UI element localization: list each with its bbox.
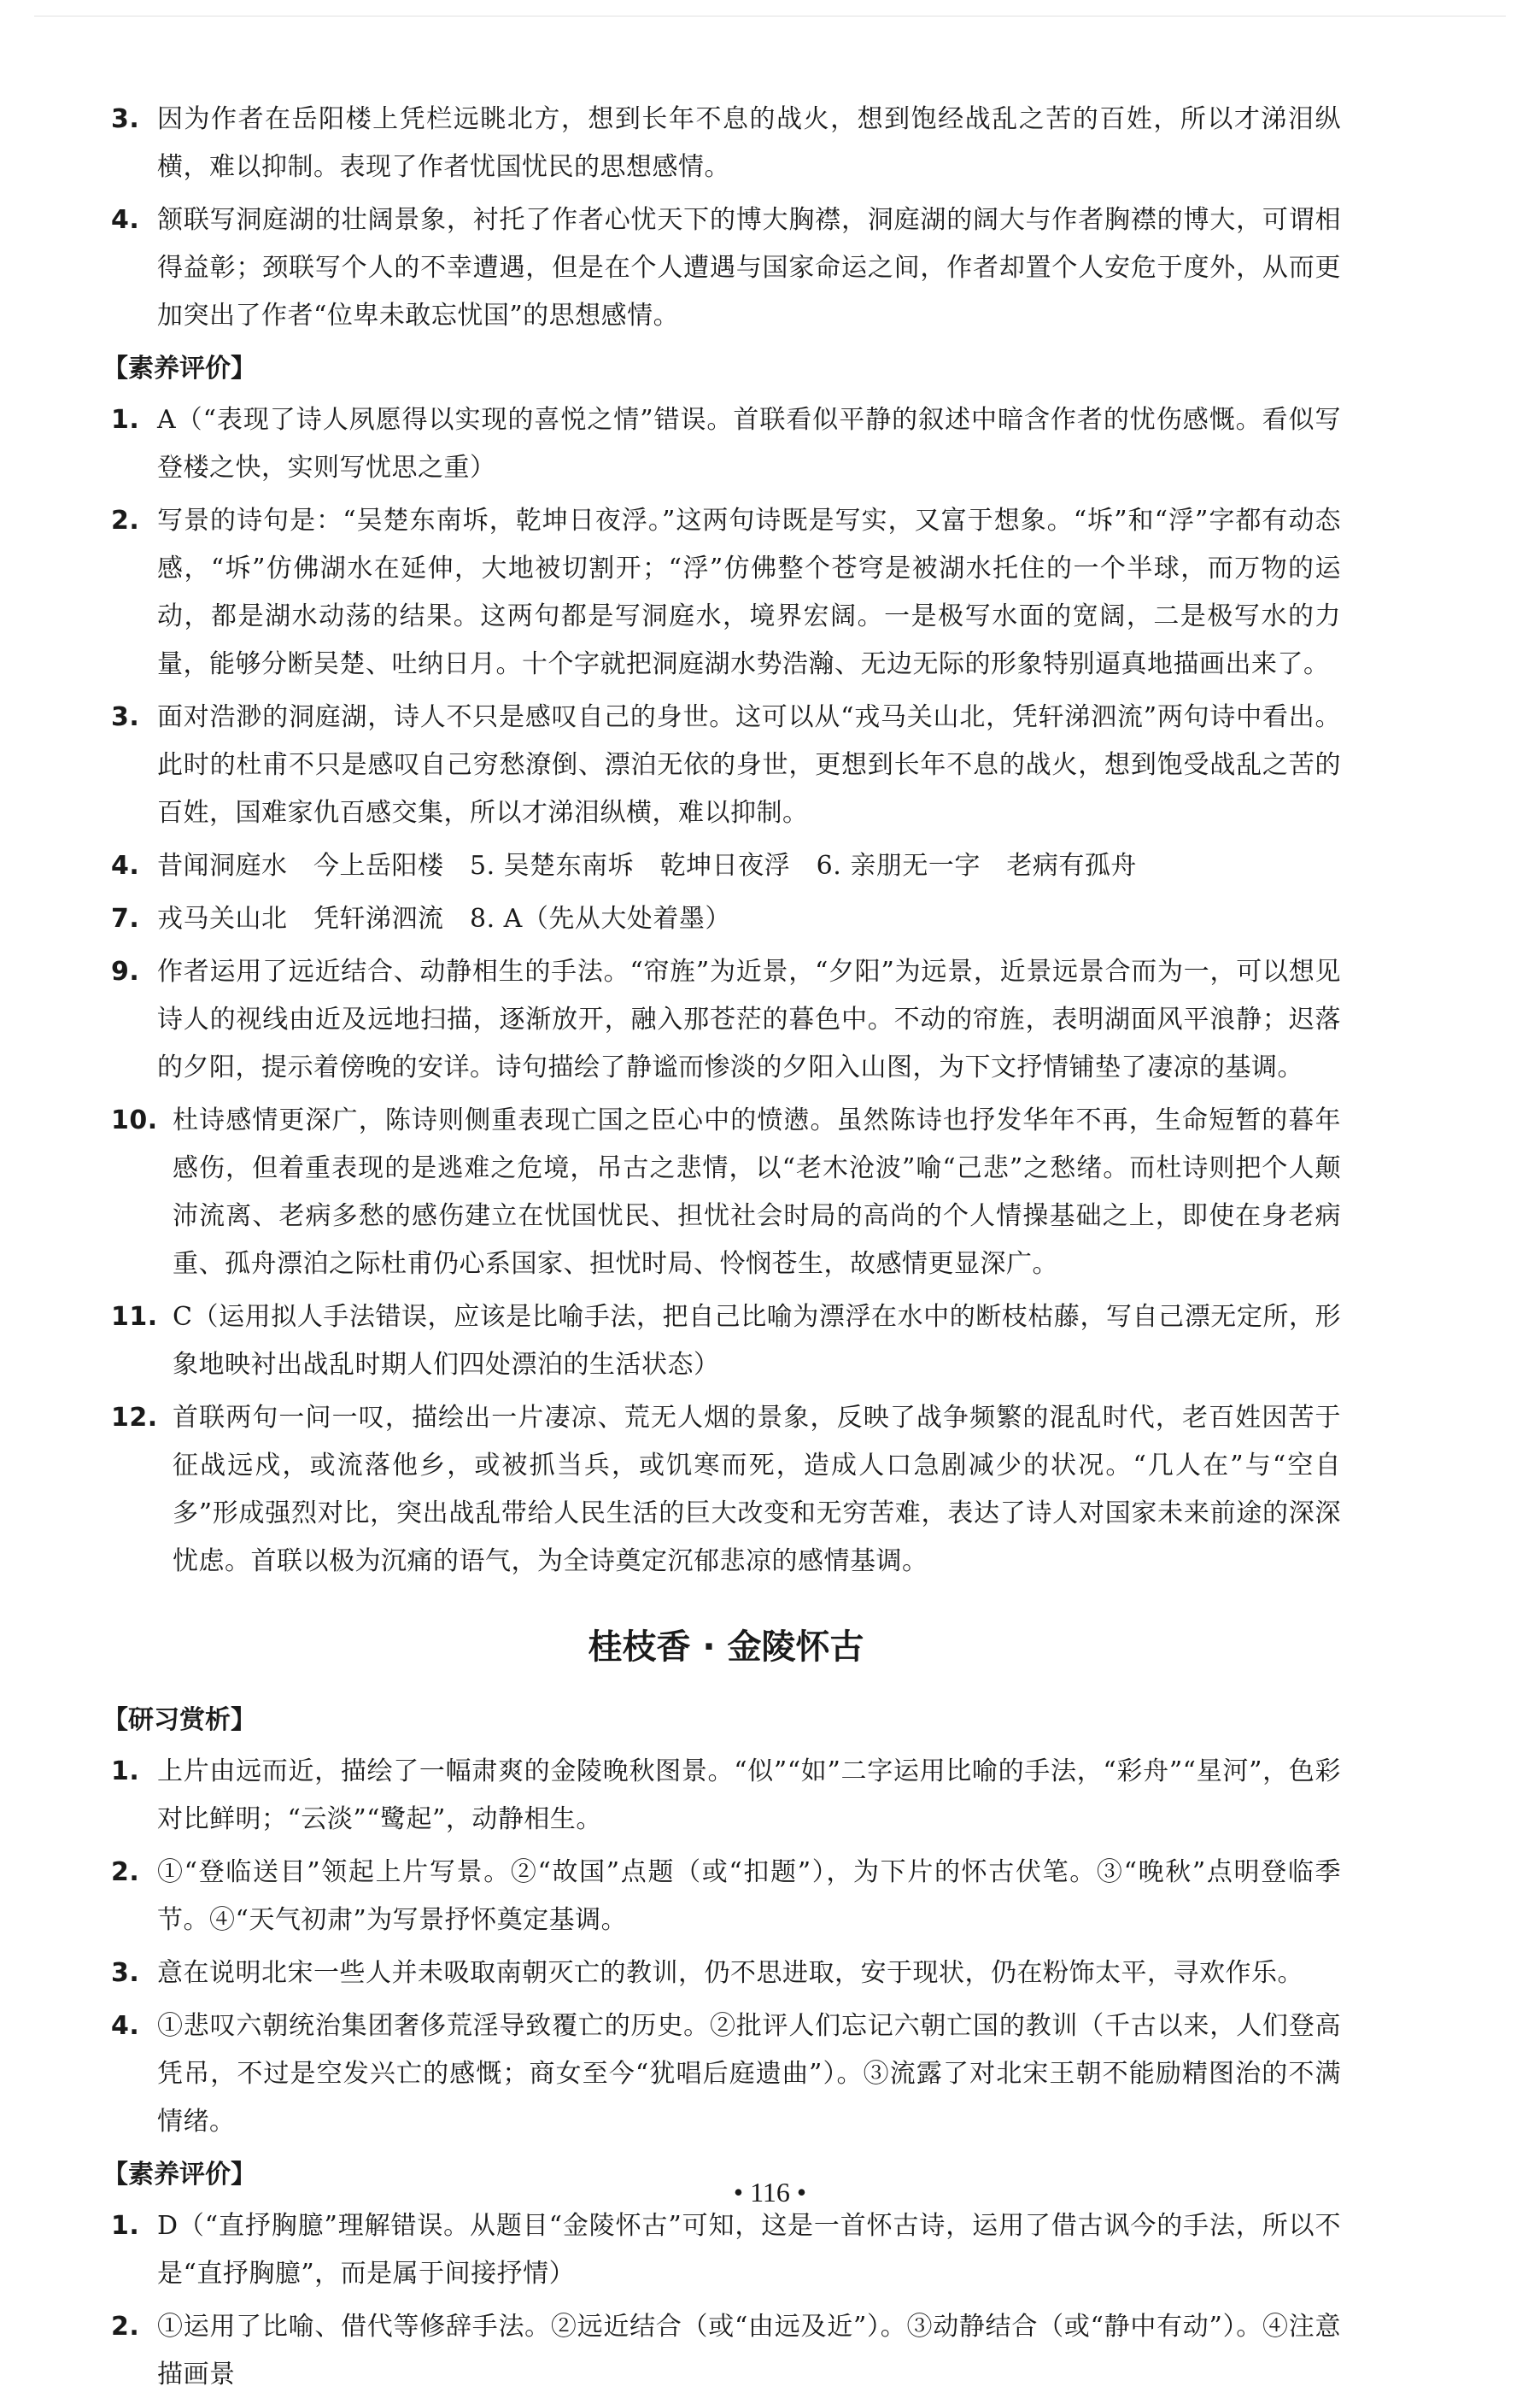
item-number: 1. (111, 2211, 140, 2241)
item-number: 10. (111, 1105, 158, 1135)
answer-item (111, 1748, 1341, 1844)
item-number: 7. (111, 904, 140, 934)
item-text: 写景的诗句是：“吴楚东南坼，乾坤日夜浮。”这两句诗既是写实，又富于想象。“坼”和“浮”字都有动态感，“坼”仿佛湖水在延伸，大地被切割开；“浮”仿佛整个苍穹是被湖水托住的一个半球，而万物的运动，都是湖水动荡的结果。这两句都是写洞庭水，境界宏阔。一是极写水面的宽阔，二是极写水的力量，能够分断吴楚、吐纳日月。十个字就把洞庭湖水势浩瀚、无边无际的形象特别逼真地描画出来了。 (157, 506, 1341, 679)
section-heading: 【研习赏析】 (102, 1705, 256, 1735)
answer-item (111, 1293, 1341, 1389)
item-number: 3. (111, 104, 140, 134)
item-number: 4. (111, 851, 140, 881)
item-number: 1. (111, 405, 140, 435)
answer-item (111, 1097, 1341, 1288)
item-text: 意在说明北宋一些人并未吸取南朝灭亡的教训，仍不思进取，安于现状，仍在粉饰太平，寻欢作乐。 (157, 1958, 1303, 1988)
item-number: 2. (111, 506, 140, 536)
item-text: C（运用拟人手法错误，应该是比喻手法，把自己比喻为漂浮在水中的断枝枯藤，写自己漂无定所，形象地映衬出战乱时期人们四处漂泊的生活状态） (173, 1302, 1341, 1380)
item-number: 11. (111, 1302, 158, 1332)
answer-item (111, 2202, 1341, 2298)
answer-item (111, 1394, 1341, 1586)
answer-item (111, 497, 1341, 689)
item-text: 昔闻洞庭水 今上岳阳楼 5. 吴楚东南坼 乾坤日夜浮 6. 亲朋无一字 老病有孤舟 (157, 851, 1137, 881)
answer-item (111, 1849, 1341, 1944)
item-text: 戎马关山北 凭轩涕泗流 8. A（先从大处着墨） (157, 904, 731, 934)
item-text: 面对浩渺的洞庭湖，诗人不只是感叹自己的身世。这可以从“戎马关山北，凭轩涕泗流”两句诗中看出。此时的杜甫不只是感叹自己穷愁潦倒、漂泊无依的身世，更想到长年不息的战火，想到饱受战乱之苦的百姓，国难家仇百感交集，所以才涕泪纵横，难以抑制。 (157, 702, 1341, 828)
answer-item (111, 1950, 1341, 1997)
item-text: 首联两句一问一叹，描绘出一片凄凉、荒无人烟的景象，反映了战争频繁的混乱时代，老百姓因苦于征战远戍，或流落他乡，或被抓当兵，或饥寒而死，造成人口急剧减少的状况。“几人在”与“空自多”形成强烈对比，突出战乱带给人民生活的巨大改变和无穷苦难，表达了诗人对国家未来前途的深深忧虑。首联以极为沉痛的语气，为全诗奠定沉郁悲凉的感情基调。 (173, 1403, 1341, 1576)
answer-item (111, 2002, 1341, 2146)
answer-item (111, 396, 1341, 492)
item-text: ①运用了比喻、借代等修辞手法。②远近结合（或“由远及近”）。③动静结合（或“静中有动”）。④注意描画景 (157, 2312, 1341, 2389)
item-number: 2. (111, 1857, 140, 1887)
item-text: ①悲叹六朝统治集团奢侈荒淫导致覆亡的历史。②批评人们忘记六朝亡国的教训（千古以来，人们登高凭吊，不过是空发兴亡的感慨；商女至今“犹唱后庭遗曲”）。③流露了对北宋王朝不能励精图治的不满情绪。 (157, 2011, 1341, 2137)
item-text: 颔联写洞庭湖的壮阔景象，衬托了作者心忧天下的博大胸襟，洞庭湖的阔大与作者胸襟的博大，可谓相得益彰；颈联写个人的不幸遭遇，但是在个人遭遇与国家命运之间，作者却置个人安危于度外，从而更加突出了作者“位卑未敢忘忧国”的思想感情。 (157, 205, 1341, 331)
item-number: 2. (111, 2312, 140, 2342)
item-number: 4. (111, 205, 140, 235)
item-text: D（“直抒胸臆”理解错误。从题目“金陵怀古”可知，这是一首怀古诗，运用了借古讽今的手法，所以不是“直抒胸臆”，而是属于间接抒情） (157, 2211, 1341, 2289)
answer-item (111, 694, 1341, 837)
answer-item (111, 895, 1341, 943)
answer-item (111, 948, 1341, 1092)
item-number: 4. (111, 2011, 140, 2041)
item-text: 上片由远而近，描绘了一幅肃爽的金陵晚秋图景。“似”“如”二字运用比喻的手法，“彩舟”“星河”，色彩对比鲜明；“云淡”“鹭起”，动静相生。 (157, 1756, 1341, 1834)
page-content (102, 96, 1341, 2404)
item-text: 作者运用了远近结合、动静相生的手法。“帘旌”为近景，“夕阳”为远景，近景远景合而为一，可以想见诗人的视线由近及远地扫描，逐渐放开，融入那苍茫的暮色中。不动的帘旌，表明湖面风平浪静；迟落的夕阳，提示着傍晚的安详。诗句描绘了静谧而惨淡的夕阳入山图，为下文抒情铺垫了凄凉的基调。 (157, 957, 1341, 1082)
answer-item (111, 2303, 1341, 2399)
item-number: 3. (111, 1958, 140, 1988)
top-divider (34, 15, 1506, 17)
section-heading: 【素养评价】 (102, 2160, 256, 2190)
page-title: 桂枝香 · 金陵怀古 (588, 1627, 864, 1667)
item-number: 1. (111, 1756, 140, 1786)
answer-item (111, 196, 1341, 340)
item-text: 因为作者在岳阳楼上凭栏远眺北方，想到长年不息的战火，想到饱经战乱之苦的百姓，所以才涕泪纵横，难以抑制。表现了作者忧国忧民的思想感情。 (157, 104, 1341, 182)
page-number: • 116 • (733, 2177, 807, 2208)
section-heading: 【素养评价】 (102, 354, 256, 384)
item-text: A（“表现了诗人夙愿得以实现的喜悦之情”错误。首联看似平静的叙述中暗含作者的忧伤感慨。看似写登楼之快，实则写忧思之重） (157, 405, 1341, 483)
answer-item (111, 96, 1341, 191)
item-number: 9. (111, 957, 140, 987)
answer-item (111, 842, 1341, 890)
item-number: 3. (111, 702, 140, 732)
item-number: 12. (111, 1403, 158, 1433)
item-text: ①“登临送目”领起上片写景。②“故国”点题（或“扣题”），为下片的怀古伏笔。③“晚秋”点明登临季节。④“天气初肃”为写景抒怀奠定基调。 (157, 1857, 1341, 1935)
item-text: 杜诗感情更深广，陈诗则侧重表现亡国之臣心中的愤懑。虽然陈诗也抒发华年不再，生命短暂的暮年感伤，但着重表现的是逃难之危境，吊古之悲情，以“老木沧波”喻“己悲”之愁绪。而杜诗则把个人颠沛流离、老病多愁的感伤建立在忧国忧民、担忧社会时局的高尚的个人情操基础之上，即使在身老病重、孤舟漂泊之际杜甫仍心系国家、担忧时局、怜悯苍生，故感情更显深广。 (173, 1105, 1341, 1279)
